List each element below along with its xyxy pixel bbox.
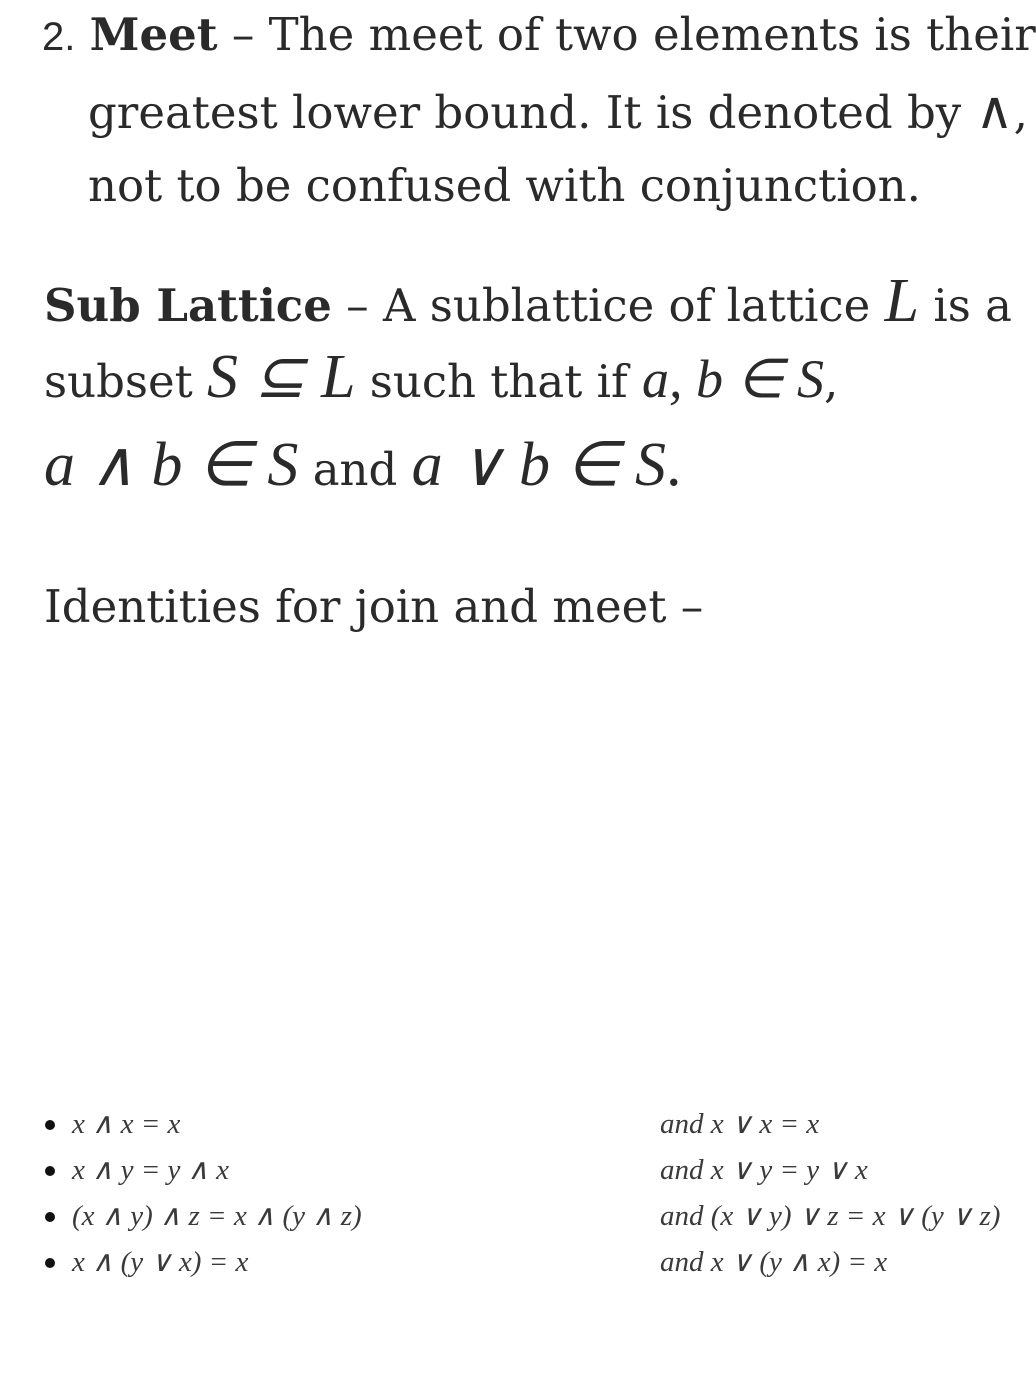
sublattice-term: Sub Lattice — [44, 279, 332, 332]
bullet-icon — [45, 1120, 55, 1130]
bullet-icon — [45, 1212, 55, 1222]
identity-right-2: and x ∨ y = y ∨ x — [660, 1154, 868, 1186]
sublattice-line1-tail: is a — [919, 279, 1012, 332]
math-membership-expr: a, b ∈ S — [641, 349, 824, 409]
meet-term: Meet — [89, 8, 218, 61]
and-word: and — [298, 443, 412, 496]
bullet-icon — [45, 1258, 55, 1268]
math-subset-expr: S ⊆ L — [207, 343, 356, 411]
meet-line-1 — [42, 8, 1036, 61]
period: . — [666, 431, 682, 499]
sublattice-line2-comma: , — [824, 355, 839, 408]
meet-line3-text: not to be confused with conjunction. — [88, 159, 921, 212]
meet-dash: – — [217, 8, 269, 61]
sublattice-line-3 — [44, 431, 682, 499]
sublattice-line-2 — [44, 343, 839, 411]
math-meet-closure: a ∧ b ∈ S — [44, 431, 299, 499]
identity-left-4: x ∧ (y ∨ x) = x — [72, 1246, 249, 1278]
meet-line1-text: The meet of two elements is their — [268, 8, 1036, 61]
math-join-closure: a ∨ b ∈ S — [411, 431, 667, 499]
identity-right-4: and x ∨ (y ∧ x) = x — [660, 1246, 888, 1278]
subset-word: subset — [44, 355, 207, 408]
identity-left-3: (x ∧ y) ∧ z = x ∧ (y ∧ z) — [72, 1200, 362, 1232]
identity-right-3: and (x ∨ y) ∨ z = x ∨ (y ∨ z) — [660, 1200, 1001, 1232]
bullet-icon — [45, 1166, 55, 1176]
such-that-text: such that if — [355, 355, 642, 408]
list-number: 2. — [42, 15, 76, 59]
wedge-symbol: ∧ — [975, 83, 1014, 140]
meet-line-2 — [88, 83, 1028, 140]
identity-right-1: and x ∨ x = x — [660, 1108, 820, 1140]
identity-left-1: x ∧ x = x — [72, 1108, 181, 1140]
sublattice-dash: – — [331, 279, 383, 332]
meet-line-3 — [88, 159, 921, 212]
meet-line2-tail: , — [1013, 86, 1028, 139]
sublattice-line1-text: A sublattice of lattice — [382, 279, 885, 332]
identities-heading: Identities for join and meet – — [44, 580, 704, 633]
identity-left-2: x ∧ y = y ∧ x — [72, 1154, 230, 1186]
sublattice-line-1 — [44, 267, 1012, 335]
meet-line2-text: greatest lower bound. It is denoted by — [88, 86, 976, 139]
math-L: L — [884, 267, 920, 335]
